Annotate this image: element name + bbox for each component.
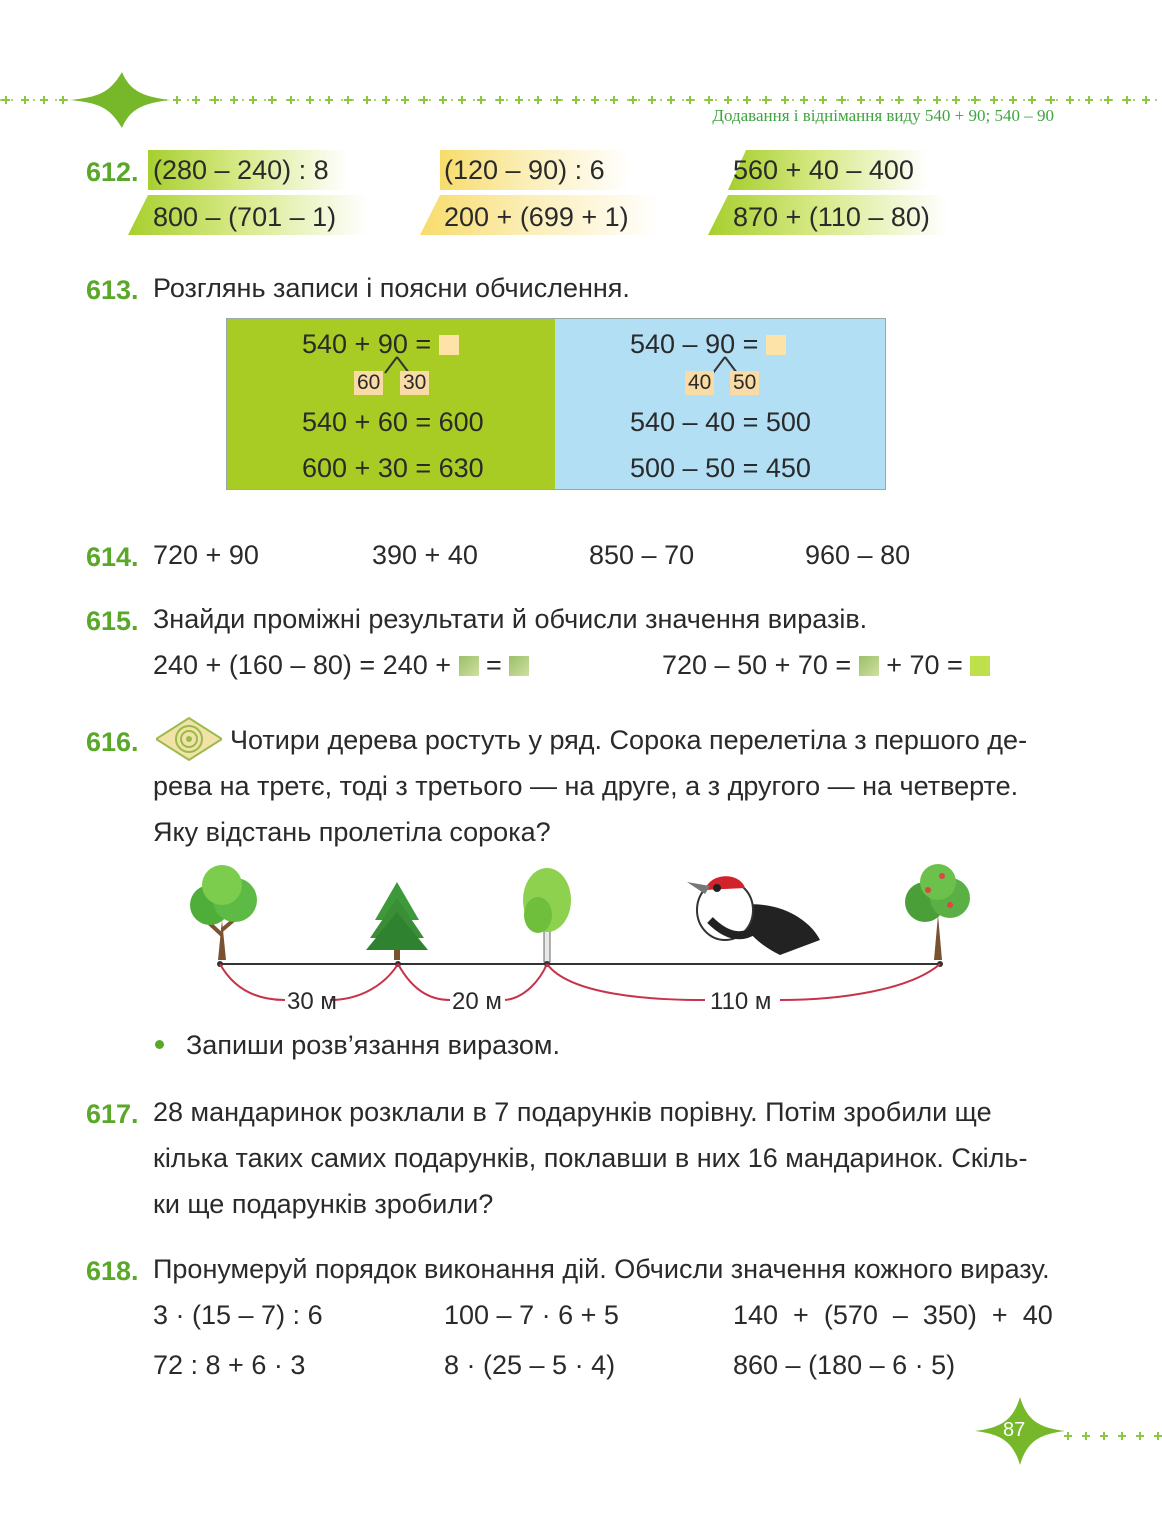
answer-square [459,656,479,676]
expression: 390 + 40 [372,540,478,570]
star-icon [876,96,884,104]
star-icon [211,96,219,104]
star-icon [610,96,618,104]
star-icon [724,96,732,104]
exercise-text: рева на третє, тоді з третього — на друге, а з другого — на четверте. [153,771,1019,801]
answer-square [439,335,459,355]
star-icon [1082,1432,1090,1440]
star-icon [477,96,485,104]
addition-line: 540 + 60 = 600 [302,407,484,437]
logic-task-icon [156,716,222,762]
star-icon [857,96,865,104]
star-icon [591,96,599,104]
expression: 200 + (699 + 1) [444,202,629,232]
trees-diagram [180,860,980,1030]
star-icon [629,96,637,104]
star-icon [990,96,998,104]
part-chip: 60 [354,371,383,395]
star-icon [1009,96,1017,104]
star-icon [667,96,675,104]
star-icon [325,96,333,104]
star-icon [401,96,409,104]
star-icon [705,96,713,104]
exercise-text: Знайди проміжні результати й обчисли значення виразів. [153,604,868,634]
exercise-text: Пронумеруй порядок виконання дій. Обчисли значення кожного виразу. [153,1254,1050,1284]
exercise-number-612: 612. [86,157,139,187]
part-chip: 50 [730,371,759,395]
star-icon [1085,96,1093,104]
star-icon [344,96,352,104]
star-icon [420,96,428,104]
star-icon [952,96,960,104]
distance-label: 110 м [710,988,772,1015]
expression: 800 – (701 – 1) [153,202,337,232]
subtraction-panel [555,319,885,489]
expression-part: 720 – 50 + 70 = [662,650,852,680]
subtraction-line: 540 – 40 = 500 [630,407,811,437]
star-icon [192,96,200,104]
exercise-number-616: 616. [86,727,139,757]
distance-label: 20 м [452,988,502,1015]
expression: 100 – 7 · 6 + 5 [444,1300,619,1330]
star-icon [59,96,67,104]
expression: 3 · (15 – 7) : 6 [153,1300,323,1330]
addition-top [302,331,459,358]
star-icon [249,96,257,104]
star-icon [382,96,390,104]
star-icon [306,96,314,104]
star-icon [895,96,903,104]
bullet-icon [155,1040,164,1049]
apple-tree-icon [905,864,970,960]
star-icon [838,96,846,104]
star-icon [648,96,656,104]
answer-square [859,656,879,676]
star-icon [515,96,523,104]
expression: 960 – 80 [805,540,911,570]
star-icon [1104,96,1112,104]
star-icon [458,96,466,104]
exercise-text: 28 мандаринок розклали в 7 подарунків порівну. Потім зробили ще [153,1097,992,1127]
expression: 72 : 8 + 6 · 3 [153,1350,306,1380]
oak-tree-icon [190,865,257,960]
star-icon [1047,96,1055,104]
star-icon [819,96,827,104]
star-icon [800,96,808,104]
exercise-number-618: 618. [86,1256,139,1286]
star-icon [971,96,979,104]
star-icon [363,96,371,104]
star-icon [40,96,48,104]
subtraction-top [630,331,786,358]
exercise-number-615: 615. [86,606,139,636]
exercise-number-617: 617. [86,1099,139,1129]
part-chip: 40 [685,371,714,395]
star-icon [743,96,751,104]
star-icon [1123,96,1131,104]
addition-line: 600 + 30 = 630 [302,453,484,483]
answer-square [766,335,786,355]
expression: (120 – 90) : 6 [444,155,605,185]
exercise-text: кілька таких самих подарунків, поклавши в них 16 мандаринок. Скіль- [153,1143,1028,1173]
answer-square [970,656,990,676]
birch-tree-icon [523,868,571,962]
expression: 140 + (570 – 350) + 40 [733,1300,1053,1330]
bullet-text: Запиши розв’язання виразом. [186,1030,560,1060]
star-icon [1066,96,1074,104]
star-icon [287,96,295,104]
expression: (280 – 240) : 8 [153,155,329,185]
star-icon [173,96,181,104]
star-icon [781,96,789,104]
star-icon [1136,1432,1144,1440]
addition-expression: 540 + 90 = [302,329,432,359]
star-icon [439,96,447,104]
exercise-text: Яку відстань пролетіла сорока? [153,817,551,847]
star-icon [1100,1432,1108,1440]
expression: 850 – 70 [589,540,695,570]
star-icon [914,96,922,104]
answer-square [509,656,529,676]
expression-with-blanks [662,652,990,679]
addition-panel [227,319,555,489]
star-icon [496,96,504,104]
star-icon [534,96,542,104]
exercise-text: Розглянь записи і поясни обчислення. [153,273,630,303]
star-icon [933,96,941,104]
expression: 870 + (110 – 80) [733,202,930,232]
exercise-text: Чотири дерева ростуть у ряд. Сорока перелетіла з першого де- [230,725,1028,755]
star-icon [1028,96,1036,104]
subtraction-expression: 540 – 90 = [630,329,759,359]
page-number: 87 [1003,1419,1026,1441]
star-icon [1154,1432,1162,1440]
expression: 720 + 90 [153,540,259,570]
spruce-tree-icon [366,882,428,960]
magpie-bird-icon [687,876,820,955]
expression: 8 · (25 – 5 · 4) [444,1350,616,1380]
subtraction-line: 500 – 50 = 450 [630,453,811,483]
expression-with-blanks [153,652,529,679]
exercise-number-613: 613. [86,275,139,305]
star-icon [2,96,10,104]
expression-part: + 70 = [886,650,963,680]
star-icon [1118,1432,1126,1440]
star-icon [553,96,561,104]
star-icon [21,96,29,104]
star-icon [230,96,238,104]
calculation-table [226,318,886,490]
star-icon [268,96,276,104]
expression-part: 240 + (160 – 80) = 240 + [153,650,451,680]
star-icon [1142,96,1150,104]
expression: 560 + 40 – 400 [733,155,914,185]
star-icon [572,96,580,104]
part-chip: 30 [400,371,429,395]
header-title: Додавання і віднімання виду 540 + 90; 540 – 90 [712,106,1054,125]
exercise-number-614: 614. [86,542,139,572]
expression-part: = [486,650,502,680]
star-icon [1064,1432,1072,1440]
footer-stars [1060,1424,1162,1448]
star-icon [762,96,770,104]
exercise-text: ки ще подарунків зробили? [153,1189,494,1219]
distance-label: 30 м [287,988,337,1015]
star-icon [686,96,694,104]
expression: 860 – (180 – 6 · 5) [733,1350,956,1380]
